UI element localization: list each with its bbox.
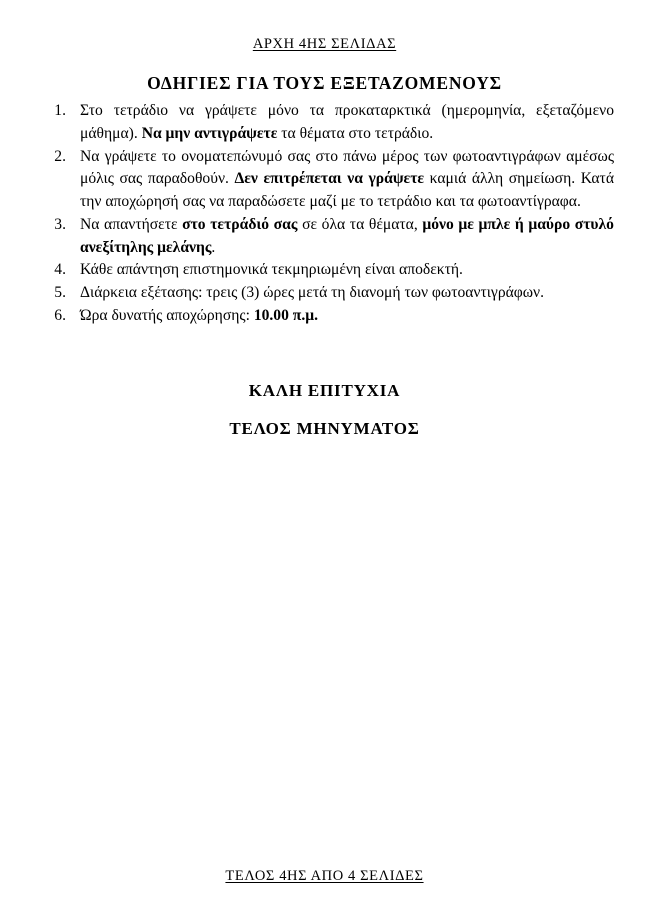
instruction-item [36,282,614,305]
instruction-fragment: σε όλα τα θέματα, [297,215,423,233]
instruction-fragment: Ώρα δυνατής αποχώρησης: [80,306,254,324]
closing-line-end-of-message: ΤΕΛΟΣ ΜΗΝΥΜΑΤΟΣ [229,419,420,438]
closing-line-good-luck: ΚΑΛΗ ΕΠΙΤΥΧΙΑ [248,381,401,400]
page-footer [0,868,649,885]
instruction-number: 3. [54,215,66,233]
instruction-number: 5. [54,284,66,302]
instruction-fragment: Κάθε απάντηση επιστημονικά τεκμηριωμένη είναι αποδεκτή. [80,261,463,279]
instruction-item [36,259,614,282]
instruction-item [36,305,614,328]
instruction-fragment: Διάρκεια εξέτασης: τρεις (3) ώρες μετά τη διανομή των φωτοαντιγράφων. [80,284,544,302]
instruction-fragment: Στο τετράδιο να γράψετε μόνο τα προκαταρκτικά (ημερομηνία, εξεταζόμενο μάθημα). [80,102,614,142]
instruction-text [80,214,614,260]
instruction-text [80,146,614,214]
instructions-list [36,100,614,328]
instruction-text [80,305,614,328]
instruction-fragment: Να γράψετε το ονοματεπώνυμό σας στο πάνω μέρος των φωτοαντιγράφων αμέσως μόλις σας παραδοθούν. [80,147,614,188]
page-header [0,36,649,53]
instruction-item [36,146,614,214]
instruction-number: 4. [54,261,66,279]
page-header-text: ΑΡΧΗ 4ΗΣ ΣΕΛΙΔΑΣ [252,36,397,52]
instruction-emphasis: Να μην αντιγράψετε [141,124,278,142]
instruction-fragment: τα θέματα στο τετράδιο. [277,124,434,142]
instruction-fragment: Να απαντήσετε [80,215,183,233]
instruction-fragment: . [211,238,216,256]
instruction-item [36,100,614,146]
instruction-number: 6. [54,306,66,324]
instruction-text [80,100,614,146]
instruction-emphasis: 10.00 π.μ. [253,306,318,324]
instruction-item [36,214,614,260]
page-footer-text: ΤΕΛΟΣ 4ΗΣ ΑΠΟ 4 ΣΕΛΙΔΕΣ [225,868,424,884]
instruction-emphasis: Δεν επιτρέπεται να γράψετε [234,170,425,188]
instruction-fragment: καμιά άλλη σημείωση. Κατά την αποχώρησή σας να παραδώσετε μαζί με το τετράδιο και τα φωτοαντίγραφα. [80,170,614,211]
instruction-number: 1. [54,102,66,119]
instruction-text [80,282,614,305]
instruction-text [80,259,614,282]
instruction-emphasis: στο τετράδιό σας [182,215,298,233]
instruction-emphasis: μόνο με μπλε ή μαύρο στυλό ανεξίτηλης μελάνης [80,215,614,256]
page-title: ΟΔΗΓΙΕΣ ΓΙΑ ΤΟΥΣ ΕΞΕΤΑΖΟΜΕΝΟΥΣ [147,73,502,93]
instruction-number: 2. [54,147,66,165]
